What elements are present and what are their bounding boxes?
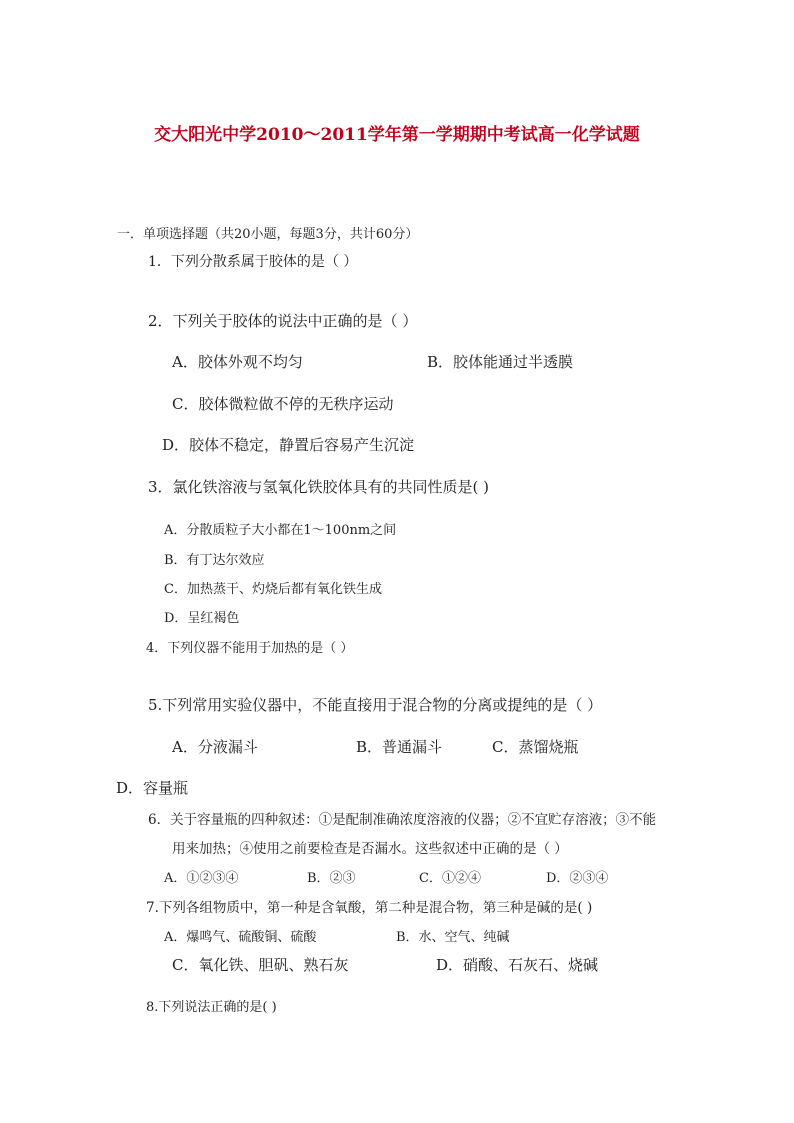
question-5-option-b: B．普通漏斗 <box>356 738 443 756</box>
question-3-option-d: D．呈红褐色 <box>164 611 240 626</box>
question-2: 2．下列关于胶体的说法中正确的是（ ） <box>148 312 418 330</box>
question-5-option-a: A．分液漏斗 <box>172 738 258 756</box>
question-7-option-a: A．爆鸣气、硫酸铜、硫酸 <box>164 930 317 945</box>
question-6-option-b: B．②③ <box>307 871 356 886</box>
question-1: 1．下列分散系属于胶体的是（ ） <box>148 254 358 270</box>
question-6-line-1: 6．关于容量瓶的四种叙述：①是配制准确浓度溶液的仪器；②不宜贮存溶液；③不能 <box>148 812 657 828</box>
question-6-option-c: C．①②④ <box>419 871 481 886</box>
question-5-option-c: C．蒸馏烧瓶 <box>492 738 579 756</box>
page-title: 交大阳光中学2010～2011学年第一学期期中考试高一化学试题 <box>154 125 640 145</box>
question-7-option-c: C．氧化铁、胆矾、熟石灰 <box>172 956 349 974</box>
question-6-option-a: A．①②③④ <box>164 871 239 886</box>
question-3: 3．氯化铁溶液与氢氧化铁胶体具有的共同性质是( ) <box>148 478 490 496</box>
question-5: 5.下列常用实验仪器中，不能直接用于混合物的分离或提纯的是（ ） <box>148 696 603 714</box>
question-8: 8.下列说法正确的是( ) <box>146 1000 277 1015</box>
question-4: 4．下列仪器不能用于加热的是（ ） <box>146 641 354 656</box>
question-7-option-b: B．水、空气、纯碱 <box>396 930 510 945</box>
question-5-option-d: D．容量瓶 <box>116 779 189 797</box>
question-6-option-d: D．②③④ <box>546 871 609 886</box>
question-6-line-2: 用来加热；④使用之前要检查是否漏水。这些叙述中正确的是（ ） <box>172 841 568 857</box>
question-2-option-b: B．胶体能通过半透膜 <box>427 353 574 371</box>
question-7-option-d: D．硝酸、石灰石、烧碱 <box>436 956 599 974</box>
question-3-option-c: C．加热蒸干、灼烧后都有氧化铁生成 <box>164 582 382 597</box>
question-2-option-c: C．胶体微粒做不停的无秩序运动 <box>172 395 394 413</box>
question-3-option-a: A．分散质粒子大小都在1～100nm之间 <box>164 523 397 538</box>
question-2-option-d: D．胶体不稳定，静置后容易产生沉淀 <box>162 436 415 454</box>
question-3-option-b: B．有丁达尔效应 <box>164 553 265 568</box>
section-heading: 一．单项选择题（共20小题，每题3分，共计60分） <box>117 227 419 242</box>
question-2-option-a: A．胶体外观不均匀 <box>172 353 303 371</box>
question-7: 7.下列各组物质中，第一种是含氧酸，第二种是混合物，第三种是碱的是( ) <box>146 900 593 916</box>
